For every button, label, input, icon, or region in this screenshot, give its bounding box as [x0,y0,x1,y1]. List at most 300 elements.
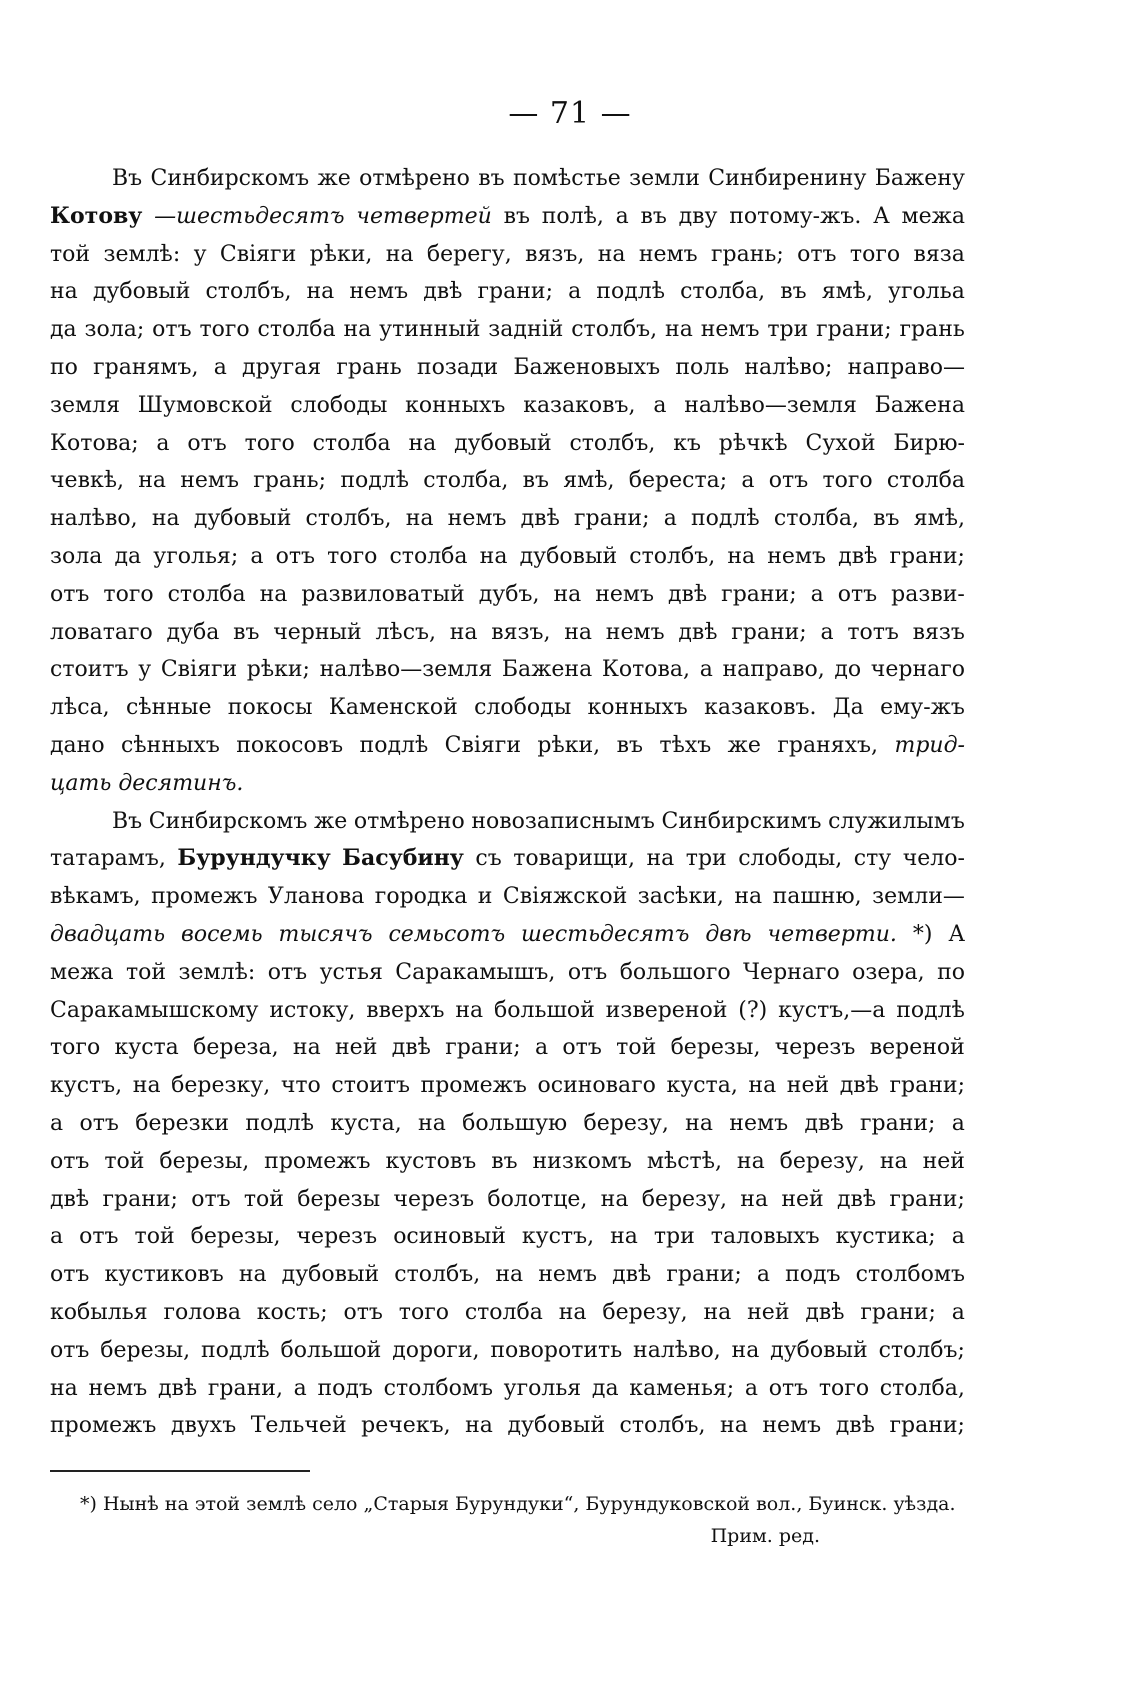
word: къ [673,430,701,456]
word: столба, [423,468,509,494]
word: грани; [721,581,797,607]
word: немъ [538,1262,597,1288]
word: чевкѣ, [50,468,124,494]
word: земли [629,166,700,191]
word: на [558,1299,587,1325]
word: въ [503,203,530,229]
word: въ [616,732,643,758]
word: на [259,581,288,607]
word: вверхъ [366,997,445,1023]
paragraph [50,803,965,1446]
word: стоитъ [50,657,129,683]
word: на [292,1035,321,1061]
word: на [665,317,693,343]
word: отъ [768,1375,809,1401]
word: промежъ [50,1413,157,1439]
word: Баженовыхъ [513,354,661,380]
word: Уланова [267,884,365,910]
word: съ [475,846,502,872]
word: болотце, [487,1186,588,1212]
word: налѣво; [744,354,833,380]
text-line [50,803,965,841]
text-line [50,1143,965,1181]
footnote [80,1488,960,1552]
word: кустъ,—а [778,997,886,1023]
word: тотъ [847,619,899,645]
word: конныхъ [405,392,506,418]
word: отъ [152,317,192,343]
word: а [293,1375,307,1401]
word: на [138,468,166,494]
word: Свіяги [219,241,297,267]
word: двѣ [612,1262,652,1288]
word: дубовый [92,279,191,305]
word: каменья; [629,1375,735,1401]
word: промежъ [420,1073,527,1099]
word: въ [233,619,260,645]
word: отъ [567,959,608,985]
word: у [138,657,152,683]
word: пашню, [772,884,862,910]
word: А [948,921,965,947]
word: грани; [574,506,650,532]
word: десятинъ. [118,770,244,796]
word: того [822,468,873,494]
word: подлѣ [200,1337,270,1363]
word: подлѣ [596,279,665,305]
word: поль [675,354,730,380]
word: подъ [317,1375,373,1401]
text-line [50,576,965,614]
word: на [455,997,484,1023]
word: дубъ, [478,581,540,607]
word: двѣ [804,1110,844,1136]
word: городка [374,884,468,910]
word: а [951,1224,965,1250]
text-line [50,1332,965,1370]
word: промежъ [151,884,258,910]
word: ямѣ, [913,506,965,532]
word: того [327,543,378,569]
word: столбомъ [855,1262,965,1288]
word: въ [522,468,549,494]
word: береста; [628,468,728,494]
word: низкомъ [532,1148,632,1174]
word: столба [389,543,468,569]
word: а [615,203,629,229]
word: въ [640,203,667,229]
word: столба, [879,1375,965,1401]
word: ней [335,1035,378,1061]
word: казаковъ, [523,392,636,418]
word: межа [50,959,114,985]
word: зола [50,543,103,569]
word: на [449,619,478,645]
word: на [727,543,756,569]
word: столба [257,317,336,343]
word: столба, [773,506,859,532]
word: отъ [191,1186,231,1212]
word: мѣстѣ, [646,1148,722,1174]
word: куста [114,1035,179,1061]
word: лѣса, [50,695,110,721]
text-line [50,1370,965,1408]
word: на [495,1262,524,1288]
word: двѣ [705,921,752,947]
word: двѣ [678,619,718,645]
text-line [50,614,965,652]
word: на [610,1224,638,1250]
word: засѣки, [637,884,724,910]
word: на [740,1186,769,1212]
word: Въ [112,808,143,834]
word: отъ [50,1148,90,1174]
word: грани; [889,1073,965,1099]
word: новозаписнымъ [471,808,655,834]
word: на [734,884,763,910]
word: Синбирскомъ [148,808,308,834]
word: столбъ, [571,317,658,343]
word: на [418,1110,446,1136]
word: на [343,317,372,343]
word: служилымъ [828,808,965,834]
word: двѣ [423,279,463,305]
word: подлѣ [691,506,760,532]
word: столбъ, [205,279,292,305]
text-line [50,954,965,992]
word: конныхъ [587,695,688,721]
word: отъ [768,468,809,494]
word: помѣстье [513,166,621,191]
word: черный [273,619,362,645]
word: березу, [583,1110,669,1136]
word: куста, [666,1073,738,1099]
text-line [50,462,965,500]
word: рѣчкѣ [718,430,788,456]
word: вереной [869,1035,965,1061]
word: отъ [343,1299,383,1325]
word: Бажена [874,392,965,418]
word: а [50,1110,64,1136]
word: столба [167,581,246,607]
word: столбъ; [878,1337,965,1363]
word: столба, [680,279,766,305]
word: устья [319,959,383,985]
word: вѣкамъ, [50,884,141,910]
word: столба [886,468,965,494]
word: на [553,581,582,607]
text-line [50,765,965,803]
word: березы, [670,1035,761,1061]
footnote-editor-note: Прим. ред. [710,1525,820,1547]
word: ловатаго [50,619,153,645]
word: слободы, [738,846,843,872]
word: а [820,619,834,645]
word: двѣ [835,1413,875,1439]
word: а [744,1375,759,1401]
text-line [50,878,965,916]
word: двѣ [839,1073,879,1099]
word: Басубину [342,845,464,872]
word: утинный [379,317,481,343]
word: столба [464,1299,543,1325]
word: немъ [700,317,760,343]
word: кустовъ [385,1148,477,1174]
word: а [50,1224,64,1250]
word: направо— [847,354,965,380]
word: налѣво, [633,1337,721,1363]
word: рѣки, [309,241,373,267]
word: извереной [605,997,728,1023]
word: двѣ [520,506,560,532]
footnote-rule [50,1470,310,1472]
word: грани; [859,1110,936,1136]
word: той [616,1035,657,1061]
word: землѣ: [103,241,181,267]
word: на [238,1262,267,1288]
word: угольа [888,279,965,305]
word: отъ [79,1110,119,1136]
word: ему-жъ [880,695,965,721]
word: того [244,430,295,456]
word: на [306,279,335,305]
word: а [156,430,170,456]
word: двадцать [50,921,166,947]
word: двѣ [391,1035,431,1061]
word: Бурундучку [177,845,331,872]
word: же [314,808,348,834]
text-line [50,349,965,387]
word: дороги, [392,1337,480,1363]
word: немъ [605,619,665,645]
word: на [479,543,508,569]
word: на [385,241,414,267]
word: семьсотъ [388,921,506,947]
word: отъ [837,581,878,607]
word: Синбирскимъ [661,808,822,834]
word: три [685,846,727,872]
word: куста, [330,1110,402,1136]
word: отъ [79,1224,119,1250]
word: берегу, [426,241,512,267]
word: немъ [595,581,654,607]
word: березы, [159,1148,250,1174]
word: ней [747,1299,790,1325]
word: дубовый [193,506,292,532]
word: на [731,1337,760,1363]
word: двѣ [838,543,878,569]
word: налѣво—земля [684,392,857,418]
word: сѣнныхъ [121,732,220,758]
word: того [50,1035,101,1061]
word: на [685,1110,713,1136]
text-line [50,1407,965,1445]
text-line [50,273,965,311]
word: кустъ, [521,1224,595,1250]
word: березы, [100,1337,191,1363]
word: голова [163,1299,241,1325]
word: Бажену [874,166,965,191]
word: дву [678,203,718,229]
word: гранямъ, [93,354,199,380]
word: грани; [889,543,965,569]
word: Синбирскомъ [150,166,310,191]
paragraph [50,160,965,803]
word: три [653,1224,695,1250]
word: на [748,1073,777,1099]
word: кость; [256,1299,328,1325]
word: большую [462,1110,568,1136]
word: того [199,317,250,343]
word: на [405,506,434,532]
word: грани; [445,1035,521,1061]
word: вязъ [912,619,965,645]
word: а [951,1110,965,1136]
word: (?) [738,997,768,1023]
word: дуба [166,619,220,645]
word: товарищи, [513,846,635,872]
word: земля [50,392,120,418]
word: той [125,959,167,985]
word: до [834,657,862,683]
word: полѣ, [541,203,604,229]
word: Сухой [805,430,876,456]
word: задній [488,317,564,343]
word: на [879,1148,908,1174]
word: да [591,1375,619,1401]
word: двухъ [170,1413,237,1439]
word: да [50,317,77,343]
word: грань [899,317,965,343]
text-line [50,1067,965,1105]
body-text [50,160,965,1445]
word: А [873,203,890,229]
word: грани; [666,1262,742,1288]
word: въ [478,166,505,191]
word: цать [50,770,112,796]
word: кобылья [50,1299,148,1325]
word: направо, [722,657,825,683]
word: двѣ [805,1299,845,1325]
word: уголья [503,1375,582,1401]
text-line [50,387,965,425]
word: на [564,619,593,645]
word: а [756,1262,771,1288]
word: Котова; [50,430,139,456]
word: развиловатый [301,581,465,607]
text-line [50,198,965,236]
word: а [741,468,755,494]
word: осиновый [393,1224,506,1250]
word: рѣки; [246,657,310,683]
word: тѣхъ [659,732,712,758]
word: немъ [767,543,827,569]
word: на [50,279,78,305]
word: отмѣрено [359,166,470,191]
word: дано [50,732,105,758]
word: березку, [171,1073,271,1099]
word: той [134,1224,175,1250]
word: березки [135,1110,230,1136]
word: истоку, [269,997,356,1023]
word: того [103,581,154,607]
word: Свіяги [160,657,238,683]
word: немъ [88,1375,148,1401]
word: отмѣрено [353,808,465,834]
word: подлѣ [359,732,429,758]
word: столбъ, [619,1413,706,1439]
word: четверти. [767,921,897,947]
word: на [132,1073,161,1099]
word: столбъ, [305,506,392,532]
word: дубовый [454,430,552,456]
word: Каменской [328,695,458,721]
word: Тельчей [250,1413,347,1439]
word: грани, [207,1375,283,1401]
word: разви- [891,581,965,607]
word: рѣки, [537,732,601,758]
word: вязъ, [491,619,551,645]
word: березы [297,1186,381,1212]
word: кустъ, [50,1073,123,1099]
word: грани; [860,1299,936,1325]
word: дубовый [281,1262,380,1288]
text-line [50,425,965,463]
text-line [50,992,965,1030]
word: —шестьдесятъ [154,203,345,229]
word: сту [853,846,892,872]
word: грани; [816,317,892,343]
word: Въ [112,166,143,191]
word: подлѣ [245,1110,315,1136]
word: дубовый [507,1413,605,1439]
word: березу, [779,1148,865,1174]
text-line [50,1029,965,1067]
word: большого [619,959,731,985]
word: кустиковъ [104,1262,224,1288]
word: немъ [638,241,698,267]
footnote-text: *) Нынѣ на этой землѣ село „Старыя Бурундуки“, Бурундуковской вол., Буинск. уѣзда. [80,1493,956,1515]
word: столбомъ [383,1375,493,1401]
word: налѣво—земля [319,657,493,683]
word: отъ [50,581,90,607]
word: немъ [447,506,507,532]
word: Бажена [501,657,593,683]
word: грань [336,354,402,380]
word: земли— [872,884,965,910]
word: ямѣ, [563,468,615,494]
word: слободы [474,695,572,721]
word: же [727,732,761,758]
word: осиноваго [537,1073,656,1099]
word: грани; [731,619,807,645]
word: казаковъ. [704,695,817,721]
word: а [663,506,677,532]
word: ней [786,1073,830,1099]
page-number: — 71 — [508,96,632,131]
word: *) [912,921,933,947]
word: отъ [50,1262,90,1288]
word: граняхъ, [777,732,879,758]
word: вязъ, [525,241,585,267]
word: трид- [894,732,965,758]
word: кустика; [835,1224,936,1250]
word: другая [242,354,322,380]
word: того [849,241,901,267]
word: покосы [227,695,313,721]
word: той [50,241,91,267]
word: двѣ [157,1375,198,1401]
